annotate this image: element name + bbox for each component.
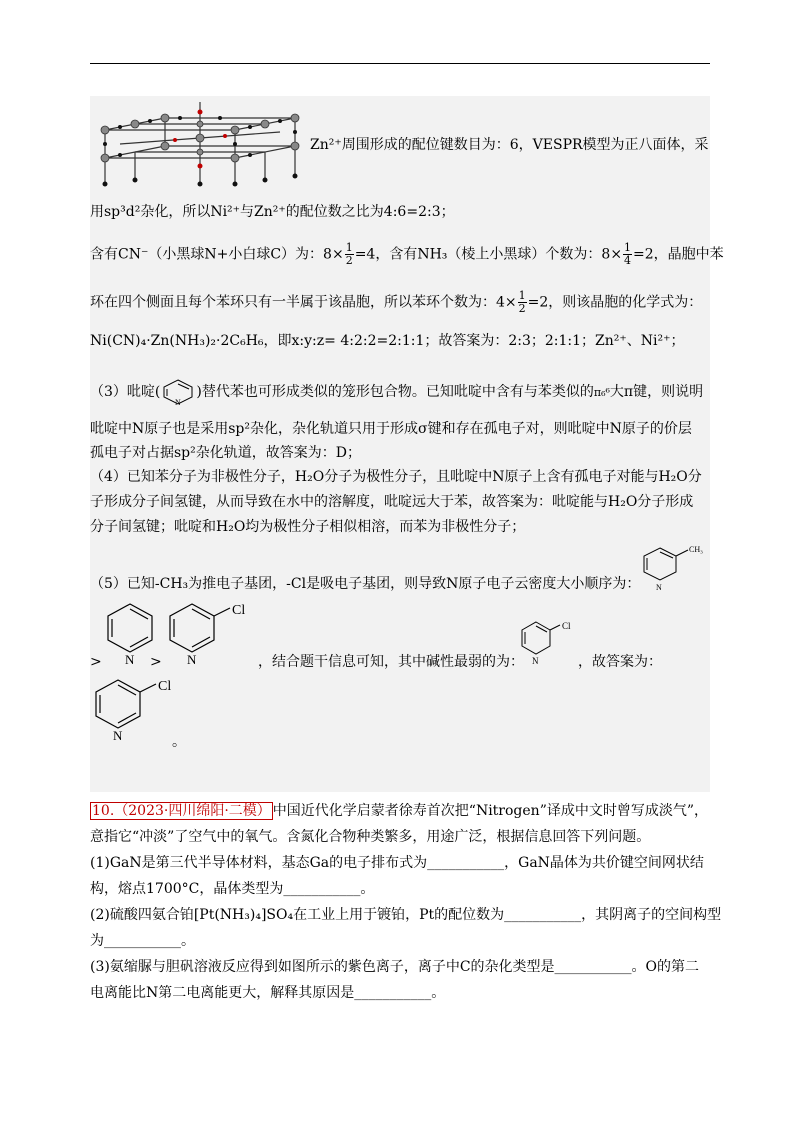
pyridine-n-label: N (175, 398, 182, 406)
methylpyridine-structure (636, 540, 710, 596)
answer-line-11: 分子间氢键；吡啶和H₂O均为极性分子相似相溶，而苯为非极性分子； (90, 519, 526, 535)
question-line-1: 10.（2023·四川绵阳·二模） 中国近代化学启蒙者徐寿首次把“Nitrogen”译成中文时曾写成淡气”， (92, 803, 709, 819)
answer-line-1: Zn²⁺周围形成的配位键数目为：6，VESPR模型为正八面体，采 (310, 137, 709, 153)
answer-line-6: （3）吡啶( N )替代苯也可形成类似的笼形包合物。已知吡啶中含有与苯类似的π₆⁶大π键，则说明 (90, 378, 703, 406)
answer-line-13: ，结合题干信息可知，其中碱性最弱的为： (258, 654, 524, 670)
fraction-half-2: $\frac{1}{2}$ (518, 289, 526, 315)
fraction-half: $\frac{1}{2}$ (345, 241, 353, 267)
answer-line-4: 环在四个侧面且每个苯环只有一半属于该晶胞，所以苯环个数为：4× $\frac{1}{2}$ =2，则该晶胞的化学式为： (90, 289, 703, 315)
question-number: 10.（2023·四川绵阳·二模） (92, 803, 271, 819)
greater-than-1: > (90, 654, 102, 670)
answer-line-13b: ，故答案为： (578, 654, 662, 670)
answer-line-9: （4）已知苯分子为非极性分子，H₂O分子为极性分子，且吡啶中N原子上含有孤电子对能与H₂O分 (90, 469, 702, 485)
answer-period: 。 (172, 734, 186, 750)
question-line-3: (1)GaN是第三代半导体材料，基态Ga的电子排布式为___________，GaN晶体为共价键空间网状结 (90, 855, 704, 871)
pyridine-icon-inline (160, 378, 196, 406)
answer-line-3: 含有CN⁻（小黑球N+小白球C）为：8× $\frac{1}{2}$ =4，含有NH₃（棱上小黑球）个数为：8× $\frac{1}{4}$ =2，晶胞中苯 (90, 241, 724, 267)
chloropyridine-n-label: N (187, 652, 197, 666)
header-rule (90, 63, 710, 64)
chloropyridine-small-n-label: N (532, 656, 539, 666)
chloropyridine-structure (162, 600, 252, 666)
question-line-5: (2)硫酸四氨合铂[Pt(NH₃)₄]SO₄在工业上用于镀铂，Pt的配位数为___________，其阴离子的空间构型 (90, 907, 722, 923)
fraction-quarter: $\frac{1}{4}$ (624, 241, 632, 267)
question-line-4: 构，熔点1700°C，晶体类型为___________。 (90, 881, 375, 897)
methyl-label: CH₃ (689, 545, 703, 554)
chloro-answer-label: Cl (158, 679, 172, 694)
chloropyridine-answer-n-label: N (113, 728, 123, 742)
question-line-2: 意指它“冲淡”了空气中的氧气。含氮化合物种类繁多，用途广泛，根据信息回答下列问题。 (90, 829, 651, 845)
answer-line-2: 用sp³d²杂化，所以Ni²⁺与Zn²⁺的配位数之比为4:6=2:3； (90, 204, 455, 220)
answer-line-8: 孤电子对占据sp²杂化轨道，故答案为：D； (90, 445, 361, 461)
answer-line-7: 吡啶中N原子也是采用sp²杂化，杂化轨道只用于形成σ键和存在孤电子对，则吡啶中N原子的价层 (90, 421, 692, 437)
answer-line-12: （5）已知-CH₃为推电子基团，-Cl是吸电子基团，则导致N原子电子云密度大小顺序为： (90, 576, 641, 592)
pyridine-big-n-label: N (125, 652, 135, 666)
methylpyridine-n-label: N (656, 583, 662, 592)
question-line-6: 为___________。 (90, 933, 195, 949)
chloro-label: Cl (232, 603, 246, 618)
answer-line-10: 子形成分子间氢键，从而导致在水中的溶解度，吡啶远大于苯，故答案为：吡啶能与H₂O分子形成 (90, 494, 694, 510)
chloropyridine-small-structure (516, 618, 580, 666)
answer-line-5: Ni(CN)₄·Zn(NH₃)₂·2C₆H₆，即x:y:z= 4:2:2=2:1:1；故答案为：2:3；2:1:1；Zn²⁺、Ni²⁺； (90, 333, 685, 349)
question-line-7: (3)氨缩脲与胆矾溶液反应得到如图所示的紫色离子，离子中C的杂化类型是___________。O的第二 (90, 959, 700, 975)
greater-than-2: > (150, 654, 162, 670)
crystal-lattice-figure (95, 100, 305, 192)
chloro-small-label: Cl (562, 621, 571, 631)
question-line-8: 电离能比N第二电离能更大，解释其原因是___________。 (90, 985, 446, 1001)
